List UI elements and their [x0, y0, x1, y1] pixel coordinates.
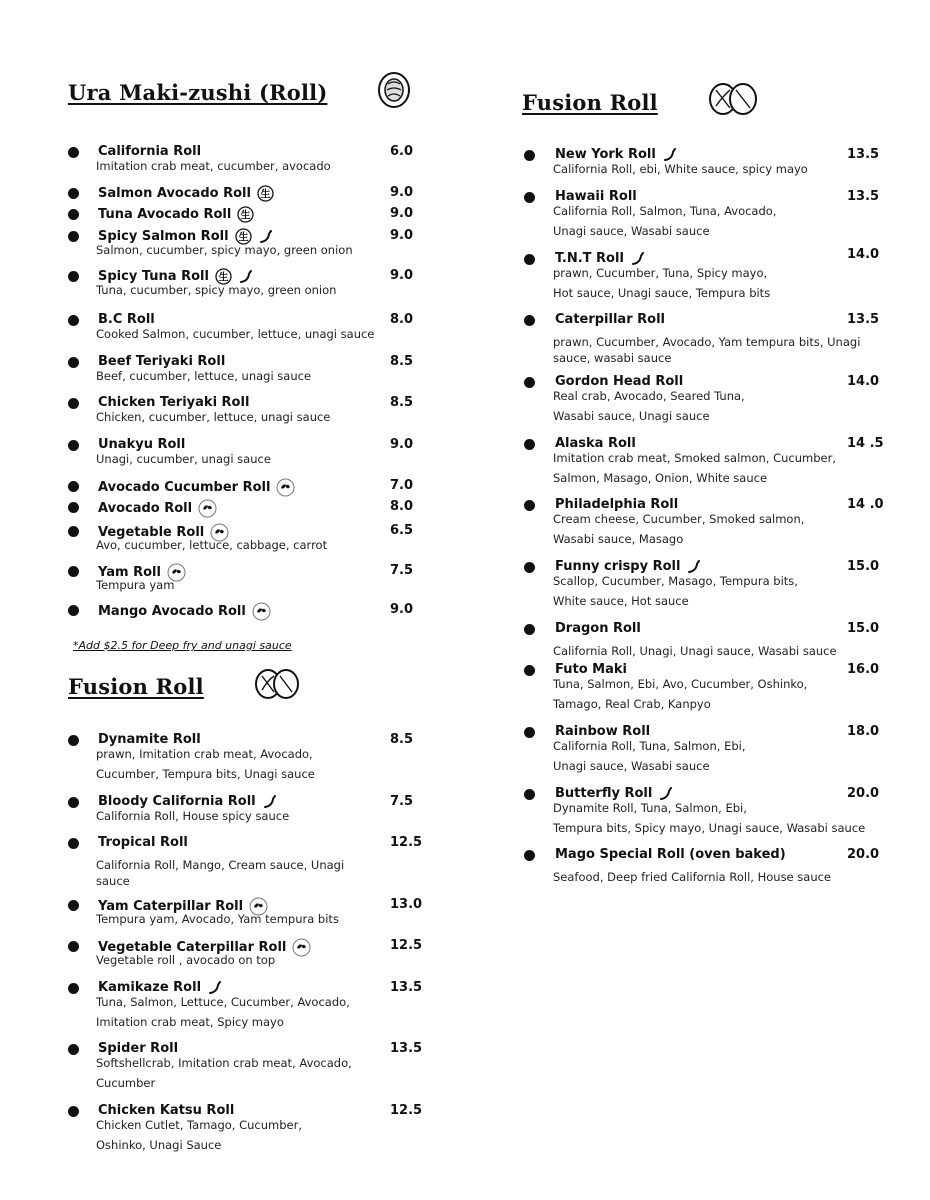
menu-item-description: Unagi sauce, Wasabi sauce	[553, 759, 710, 773]
bullet-icon	[68, 526, 79, 537]
menu-item-price: 6.0	[390, 144, 414, 159]
menu-item-description: California Roll, Tuna, Salmon, Ebi,	[553, 739, 746, 753]
bullet-icon	[524, 439, 535, 450]
menu-item-price: 7.0	[390, 478, 414, 493]
menu-item-price: 7.5	[390, 563, 414, 578]
menu-item-name-text: Tuna Avocado Roll	[98, 207, 232, 222]
menu-item-price: 12.5	[390, 1103, 423, 1118]
menu-item-description: Chicken, cucumber, lettuce, unagi sauce	[96, 410, 331, 424]
bullet-icon	[68, 797, 79, 808]
bullet-icon	[524, 315, 535, 326]
menu-item-description: Cream cheese, Cucumber, Smoked salmon,	[553, 512, 805, 526]
menu-item-description: Hot sauce, Unagi sauce, Tempura bits	[553, 286, 771, 300]
fusion-roll-icon	[252, 666, 302, 706]
menu-item-name	[555, 312, 665, 327]
menu-item-price: 9.0	[390, 437, 414, 452]
menu-item-description: Tuna, Salmon, Lettuce, Cucumber, Avocado,	[96, 995, 350, 1009]
menu-item-price: 20.0	[847, 847, 880, 862]
menu-item-name-text: Yam Roll	[98, 565, 161, 580]
bullet-icon	[68, 735, 79, 746]
vegetarian-leaf-icon	[292, 938, 311, 957]
bullet-icon	[524, 727, 535, 738]
bullet-icon	[68, 502, 79, 513]
bullet-icon	[68, 315, 79, 326]
menu-item-price: 14.0	[847, 247, 880, 262]
menu-item-price: 14.0	[847, 374, 880, 389]
menu-item-name-text: Funny crispy Roll	[555, 559, 681, 574]
bullet-icon	[68, 566, 79, 577]
bullet-icon	[524, 150, 535, 161]
bullet-icon	[68, 188, 79, 199]
menu-item-name-text: Yam Caterpillar Roll	[98, 899, 244, 914]
menu-item-price: 13.5	[390, 980, 423, 995]
menu-item-price: 8.5	[390, 732, 414, 747]
menu-item-name-text: Spider Roll	[98, 1041, 179, 1056]
menu-item-description: Tempura bits, Spicy mayo, Unagi sauce, Wasabi sauce	[553, 821, 866, 835]
bullet-icon	[68, 838, 79, 849]
menu-item-name-text: Alaska Roll	[555, 436, 636, 451]
menu-item-name-text: California Roll	[98, 144, 202, 159]
menu-item-description: Chicken Cutlet, Tamago, Cucumber,	[96, 1118, 302, 1132]
menu-item-name-text: Avocado Roll	[98, 501, 193, 516]
menu-item-name-text: Philadelphia Roll	[555, 497, 679, 512]
bullet-icon	[68, 231, 79, 242]
menu-item-name-text: Vegetable Roll	[98, 525, 205, 540]
menu-item-price: 9.0	[390, 268, 414, 283]
bullet-icon	[524, 562, 535, 573]
menu-item-description: Cooked Salmon, cucumber, lettuce, unagi sauce	[96, 327, 375, 341]
menu-item-description: Imitation crab meat, cucumber, avocado	[96, 159, 331, 173]
bullet-icon	[524, 624, 535, 635]
menu-item-name-text: Dragon Roll	[555, 621, 641, 636]
menu-item-description: California Roll, House spicy sauce	[96, 809, 290, 823]
raw-fish-icon	[237, 206, 254, 223]
menu-item-name-text: Dynamite Roll	[98, 732, 201, 747]
bullet-icon	[68, 398, 79, 409]
menu-item-price: 9.0	[390, 206, 414, 221]
menu-item-price: 15.0	[847, 621, 880, 636]
menu-item-description: Tuna, Salmon, Ebi, Avo, Cucumber, Oshinko,	[553, 677, 808, 691]
bullet-icon	[524, 377, 535, 388]
menu-item-description: Dynamite Roll, Tuna, Salmon, Ebi,	[553, 801, 747, 815]
menu-item-name	[98, 835, 188, 850]
menu-item-description: Wasabi sauce, Unagi sauce	[553, 409, 710, 423]
menu-item-price: 12.5	[390, 835, 423, 850]
menu-item-description: California Roll, Mango, Cream sauce, Unagi sauce	[96, 858, 345, 888]
menu-item-description: Tuna, cucumber, spicy mayo, green onion	[96, 283, 337, 297]
menu-item-description: Beef, cucumber, lettuce, unagi sauce	[96, 369, 312, 383]
menu-item-name-text: Futo Maki	[555, 662, 627, 677]
menu-item-description: prawn, Cucumber, Tuna, Spicy mayo,	[553, 266, 768, 280]
menu-item-name-text: Avocado Cucumber Roll	[98, 480, 271, 495]
section-heading-fusion-left: Fusion Roll	[68, 674, 204, 699]
bullet-icon	[68, 147, 79, 158]
menu-item-price: 13.5	[847, 189, 880, 204]
menu-item-name-text: Mago Special Roll (oven baked)	[555, 847, 786, 862]
menu-item-name-text: Spicy Salmon Roll	[98, 229, 229, 244]
menu-item-description: Avo, cucumber, lettuce, cabbage, carrot	[96, 538, 328, 552]
deep-fry-note: *Add $2.5 for Deep fry and unagi sauce	[73, 639, 292, 652]
menu-item-price: 9.0	[390, 185, 414, 200]
menu-item-description: Imitation crab meat, Smoked salmon, Cucumber,	[553, 451, 837, 465]
bullet-icon	[68, 983, 79, 994]
section-heading-ura-maki: Ura Maki-zushi (Roll)	[68, 80, 328, 105]
menu-item-price: 8.5	[390, 354, 414, 369]
bullet-icon	[68, 209, 79, 220]
menu-item-price: 6.5	[390, 523, 414, 538]
vegetarian-leaf-icon	[198, 499, 217, 518]
menu-item-description: White sauce, Hot sauce	[553, 594, 689, 608]
menu-item-price: 13.5	[847, 312, 880, 327]
menu-item-price: 8.0	[390, 499, 414, 514]
fusion-roll-icon-right	[706, 80, 760, 122]
menu-item-price: 13.5	[847, 147, 880, 162]
menu-item-name	[98, 206, 254, 223]
menu-item-name-text: Unakyu Roll	[98, 437, 186, 452]
svg-text:生: 生	[218, 272, 229, 284]
menu-item-description: Tempura yam, Avocado, Yam tempura bits	[96, 912, 339, 926]
bullet-icon	[524, 665, 535, 676]
menu-item-description: California Roll, Salmon, Tuna, Avocado,	[553, 204, 777, 218]
menu-item-price: 16.0	[847, 662, 880, 677]
menu-item-name	[555, 621, 641, 636]
menu-item-name-text: Caterpillar Roll	[555, 312, 665, 327]
menu-item-price: 13.0	[390, 897, 423, 912]
menu-item-name	[98, 602, 271, 621]
menu-item-description: Salmon, cucumber, spicy mayo, green onion	[96, 243, 353, 257]
menu-item-price: 12.5	[390, 938, 423, 953]
menu-item-description: Imitation crab meat, Spicy mayo	[96, 1015, 284, 1029]
bullet-icon	[524, 254, 535, 265]
menu-item-name-text: Rainbow Roll	[555, 724, 651, 739]
bullet-icon	[524, 500, 535, 511]
menu-item-name-text: Bloody California Roll	[98, 794, 256, 809]
menu-item-name-text: New York Roll	[555, 147, 656, 162]
menu-item-name	[555, 847, 786, 862]
menu-item-price: 18.0	[847, 724, 880, 739]
menu-item-description: Salmon, Masago, Onion, White sauce	[553, 471, 768, 485]
bullet-icon	[68, 481, 79, 492]
menu-item-description: Unagi, cucumber, unagi sauce	[96, 452, 271, 466]
menu-item-description: Oshinko, Unagi Sauce	[96, 1138, 222, 1152]
menu-item-name	[98, 185, 274, 202]
menu-item-price: 15.0	[847, 559, 880, 574]
svg-text:生: 生	[240, 210, 251, 222]
menu-item-price: 14 .5	[847, 436, 884, 451]
menu-item-price: 20.0	[847, 786, 880, 801]
svg-text:生: 生	[260, 189, 271, 201]
menu-item-description: California Roll, ebi, White sauce, spicy mayo	[553, 162, 808, 176]
menu-item-price: 9.0	[390, 228, 414, 243]
menu-item-description: Cucumber, Tempura bits, Unagi sauce	[96, 767, 315, 781]
menu-item-price: 7.5	[390, 794, 414, 809]
menu-item-name	[98, 478, 295, 497]
menu-item-name-text: Hawaii Roll	[555, 189, 637, 204]
menu-item-description: Unagi sauce, Wasabi sauce	[553, 224, 710, 238]
menu-item-description: Wasabi sauce, Masago	[553, 532, 684, 546]
menu-item-price: 8.0	[390, 312, 414, 327]
menu-item-name-text: Chicken Katsu Roll	[98, 1103, 235, 1118]
menu-item-price: 13.5	[390, 1041, 423, 1056]
bullet-icon	[68, 271, 79, 282]
menu-item-name-text: Kamikaze Roll	[98, 980, 202, 995]
bullet-icon	[68, 1044, 79, 1055]
menu-item-name-text: Tropical Roll	[98, 835, 188, 850]
section-heading-fusion-right: Fusion Roll	[522, 90, 658, 115]
menu-item-name-text: Butterfly Roll	[555, 786, 653, 801]
bullet-icon	[68, 900, 79, 911]
menu-item-description: prawn, Imitation crab meat, Avocado,	[96, 747, 313, 761]
menu-item-description: Scallop, Cucumber, Masago, Tempura bits,	[553, 574, 798, 588]
bullet-icon	[68, 605, 79, 616]
vegetarian-leaf-icon	[276, 478, 295, 497]
menu-item-description: Seafood, Deep fried California Roll, House sauce	[553, 870, 832, 884]
menu-item-name-text: Mango Avocado Roll	[98, 604, 246, 619]
menu-item-name-text: B.C Roll	[98, 312, 155, 327]
menu-item-name-text: Gordon Head Roll	[555, 374, 684, 389]
menu-item-price: 9.0	[390, 602, 414, 617]
menu-item-name-text: Chicken Teriyaki Roll	[98, 395, 250, 410]
menu-item-description: Tamago, Real Crab, Kanpyo	[553, 697, 711, 711]
bullet-icon	[68, 1106, 79, 1117]
menu-item-name	[98, 499, 217, 518]
menu-item-description: Vegetable roll , avocado on top	[96, 953, 276, 967]
bullet-icon	[524, 192, 535, 203]
raw-fish-icon	[257, 185, 274, 202]
vegetarian-leaf-icon	[252, 602, 271, 621]
bullet-icon	[524, 850, 535, 861]
menu-item-description: Cucumber	[96, 1076, 156, 1090]
bullet-icon	[68, 440, 79, 451]
menu-item-description: Real crab, Avocado, Seared Tuna,	[553, 389, 745, 403]
menu-item-name-text: T.N.T Roll	[555, 251, 624, 266]
svg-text:生: 生	[238, 232, 249, 244]
menu-item-name-text: Vegetable Caterpillar Roll	[98, 940, 287, 955]
bullet-icon	[524, 789, 535, 800]
menu-item-price: 8.5	[390, 395, 414, 410]
menu-item-name-text: Salmon Avocado Roll	[98, 186, 251, 201]
bullet-icon	[68, 941, 79, 952]
menu-item-description: prawn, Cucumber, Avocado, Yam tempura bits, Unagi sauce, wasabi sauce	[553, 335, 861, 365]
menu-item-price: 14 .0	[847, 497, 884, 512]
sushi-roll-icon	[376, 70, 412, 114]
menu-item-description: California Roll, Unagi, Unagi sauce, Wasabi sauce	[553, 644, 837, 658]
menu-item-name-text: Beef Teriyaki Roll	[98, 354, 226, 369]
menu-item-description: Softshellcrab, Imitation crab meat, Avocado,	[96, 1056, 352, 1070]
menu-item-description: Tempura yam	[96, 578, 175, 592]
bullet-icon	[68, 357, 79, 368]
menu-item-name-text: Spicy Tuna Roll	[98, 269, 209, 284]
